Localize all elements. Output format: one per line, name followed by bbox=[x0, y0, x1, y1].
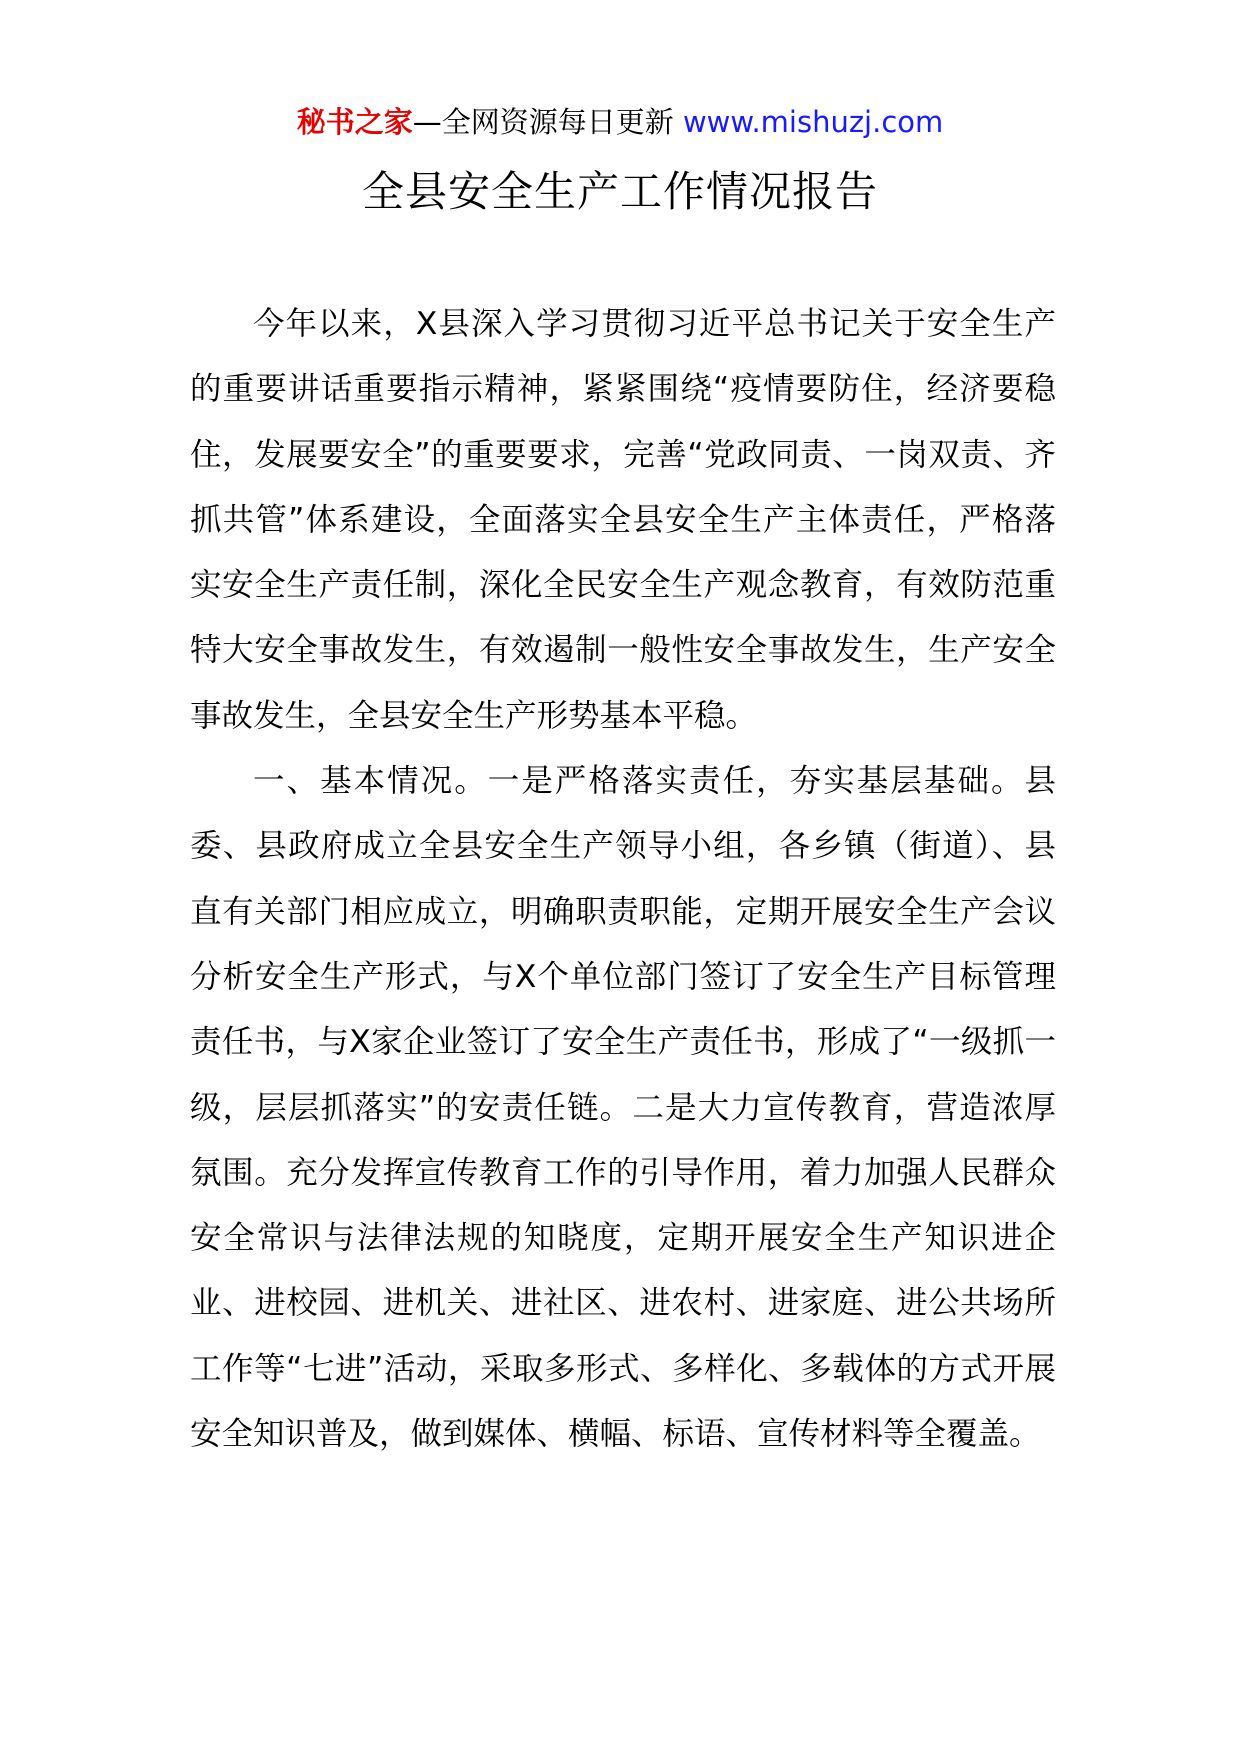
paragraph-basic-situation: 一、基本情况。一是严格落实责任，夯实基层基础。县委、县政府成立全县安全生产领导小组，各乡镇（街道）、县直有关部门相应成立，明确职责职能，定期开展安全生产会议分析安全生产形式，与X个单位部门签订了安全生产目标管理责任书，与X家企业签订了安全生产责任书，形成了“一级抓一级，层层抓落实”的安责任链。二是大力宣传教育，营造浓厚氛围。充分发挥宣传教育工作的引导作用，着力加强人民群众安全常识与法律法规的知晓度，定期开展安全生产知识进企业、进校园、进机关、进社区、进农村、进家庭、进公共场所工作等“七进”活动，采取多形式、多样化、多载体的方式开展安全知识普及，做到媒体、横幅、标语、宣传材料等全覆盖。 bbox=[190, 763, 1056, 1453]
site-header bbox=[0, 100, 1240, 144]
paragraph-intro: 今年以来，X县深入学习贯彻习近平总书记关于安全生产的重要讲话重要指示精神，紧紧围绕“疫情要防住，经济要稳住，发展要安全”的重要要求，完善“党政同责、一岗双责、齐抓共管”体系建设，全面落实全县安全生产主体责任，严格落实安全生产责任制，深化全民安全生产观念教育，有效防范重特大安全事故发生，有效遏制一般性安全事故发生，生产安全事故发生，全县安全生产形势基本平稳。 bbox=[190, 306, 1056, 734]
site-url-link[interactable]: www.mishuzj.com bbox=[682, 105, 944, 139]
site-slogan: —全网资源每日更新 bbox=[412, 105, 683, 139]
document-body bbox=[190, 292, 1056, 1467]
site-brand: 秘书之家 bbox=[296, 105, 413, 139]
document-title: 全县安全生产工作情况报告 bbox=[361, 167, 878, 216]
